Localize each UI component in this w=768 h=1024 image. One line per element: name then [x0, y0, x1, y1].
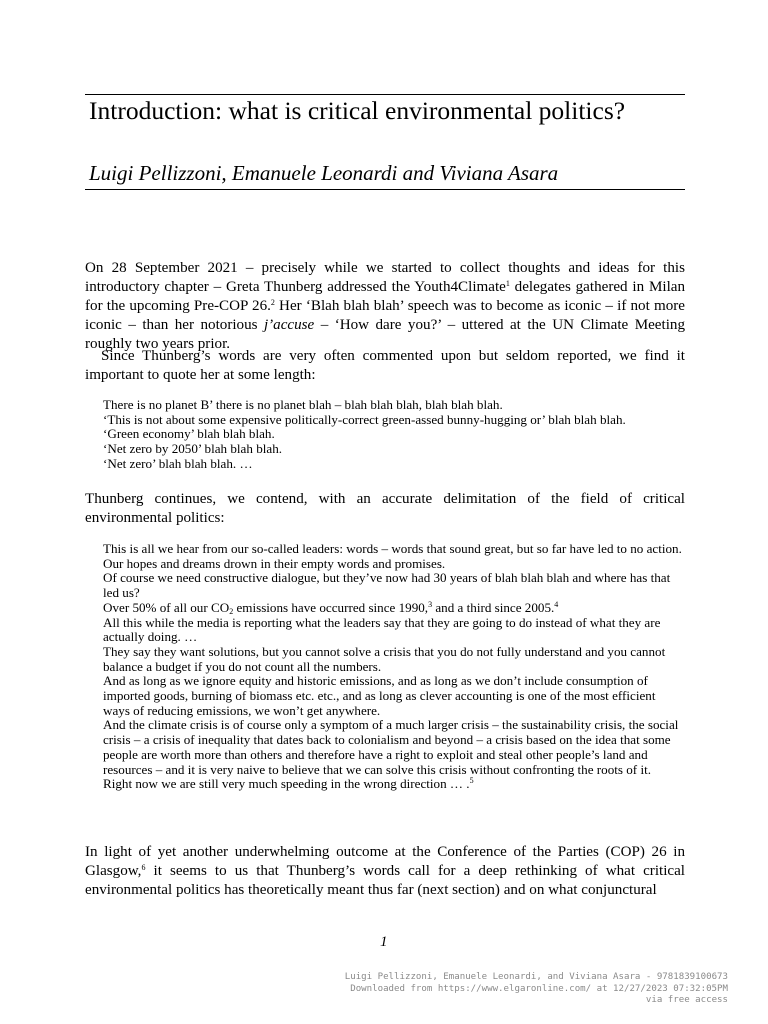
quote-line: Of course we need constructive dialogue, but they’ve now had 30 years of blah blah blah and where has that led us? [103, 570, 671, 601]
footnote-ref-4: 4 [554, 599, 559, 609]
quote-line: They say they want solutions, but you cannot solve a crisis that you do not fully understand and you cannot balance a budget if you do not count all the numbers. [103, 643, 666, 674]
footnote-ref-2: 2 [270, 298, 275, 307]
page-number: 1 [380, 934, 388, 950]
chapter-authors: Luigi Pellizzoni, Emanuele Leonardi and Viviana Asara [89, 161, 559, 185]
quote-line: ‘Net zero’ blah blah blah. … [103, 455, 253, 471]
footnote-ref-3: 3 [428, 599, 433, 609]
block-quote-1 [103, 398, 685, 472]
footer-line: via free access [645, 995, 728, 1005]
paragraph-2: Since Thunberg’s words are very often commented upon but seldom reported, we find it important to quote her at some length: [85, 348, 685, 383]
subscript: 2 [229, 606, 234, 616]
footnote-ref-5: 5 [469, 776, 474, 786]
footer-line: Luigi Pellizzoni, Emanuele Leonardi, and Viviana Asara - 9781839100673 [344, 972, 728, 982]
footnote-ref-6: 6 [141, 863, 146, 872]
quote-line: ‘This is not about some expensive politically-correct green-assed bunny-hugging or’ blah blah blah. [103, 411, 626, 427]
paragraph-4: In light of yet another underwhelming outcome at the Conference of the Parties (COP) 26 in Glasgow,$^6$ it seems to us that Thunberg’s words call for a deep rethinking of what critical environmental politics has theoretically meant thus far (next section) and on what conjunctural [85, 844, 685, 898]
quote-line: And the climate crisis is of course only a symptom of a much larger crisis – the sustainability crisis, the social crisis – a crisis of inequality that dates back to colonialism and beyond – a crisis based on the idea that some people are worth more than others and therefore have a right to exploit and steal other people’s land and resources – and it is very naive to believe that we can solve this crisis without confronting the roots of it. [103, 717, 679, 777]
quote-line: Over 50% of all our $CO_2$ emissions have occurred since 1990,$^3$ and a third since 2005.$^4$ [103, 599, 559, 616]
top-rule [85, 94, 685, 95]
chapter-title: Introduction: what is critical environmental politics? [89, 96, 626, 125]
title-bottom-rule [85, 189, 685, 190]
quote-line: All this while the media is reporting what the leaders say that they are going to do instead of what they are actually doing. … [103, 614, 661, 645]
footnote-ref-1: 1 [505, 279, 510, 288]
quote-line: This is all we hear from our so-called leaders: words – words that sound great, but so far have led to no action. [103, 541, 682, 556]
block-quote-2 [103, 542, 685, 792]
footer-line: Downloaded from https://www.elgaronline.com/ at 12/27/2023 07:32:05PM [350, 983, 728, 994]
download-footer [345, 972, 728, 1007]
quote-line: And as long as we ignore equity and historic emissions, and as long as we don’t include consumption of imported goods, burning of biomass etc. etc., and as long as clever accounting is one of the most efficient ways of reducing emissions, we won’t get anywhere. [103, 673, 656, 718]
quote-line: There is no planet B’ there is no planet blah – blah blah blah, blah blah blah. [103, 397, 503, 412]
quote-line: Our hopes and dreams drown in their empty words and promises. [103, 555, 446, 571]
paragraph-3: Thunberg continues, we contend, with an accurate delimitation of the field of critical environmental politics: [85, 491, 685, 526]
paragraph-1: On 28 September 2021 – precisely while we started to collect thoughts and ideas for this introductory chapter – Greta Thunberg addressed the Youth4Climate$^1$ delegates gathered in Milan for the upcoming Pre-COP 26.$^2$ Her ‘Blah blah blah’ speech was to become as iconic – if not more iconic – than her notorious j’accuse – ‘How dare you?’ – uttered at the UN Climate Meeting roughly two years prior. [85, 260, 686, 352]
quote-line: ‘Net zero by 2050’ blah blah blah. [103, 441, 283, 457]
quote-line: Right now we are still very much speeding in the wrong direction … .$^5$ [103, 776, 474, 792]
quote-line: ‘Green economy’ blah blah blah. [103, 426, 275, 442]
italic-term: j’accuse [263, 317, 315, 333]
